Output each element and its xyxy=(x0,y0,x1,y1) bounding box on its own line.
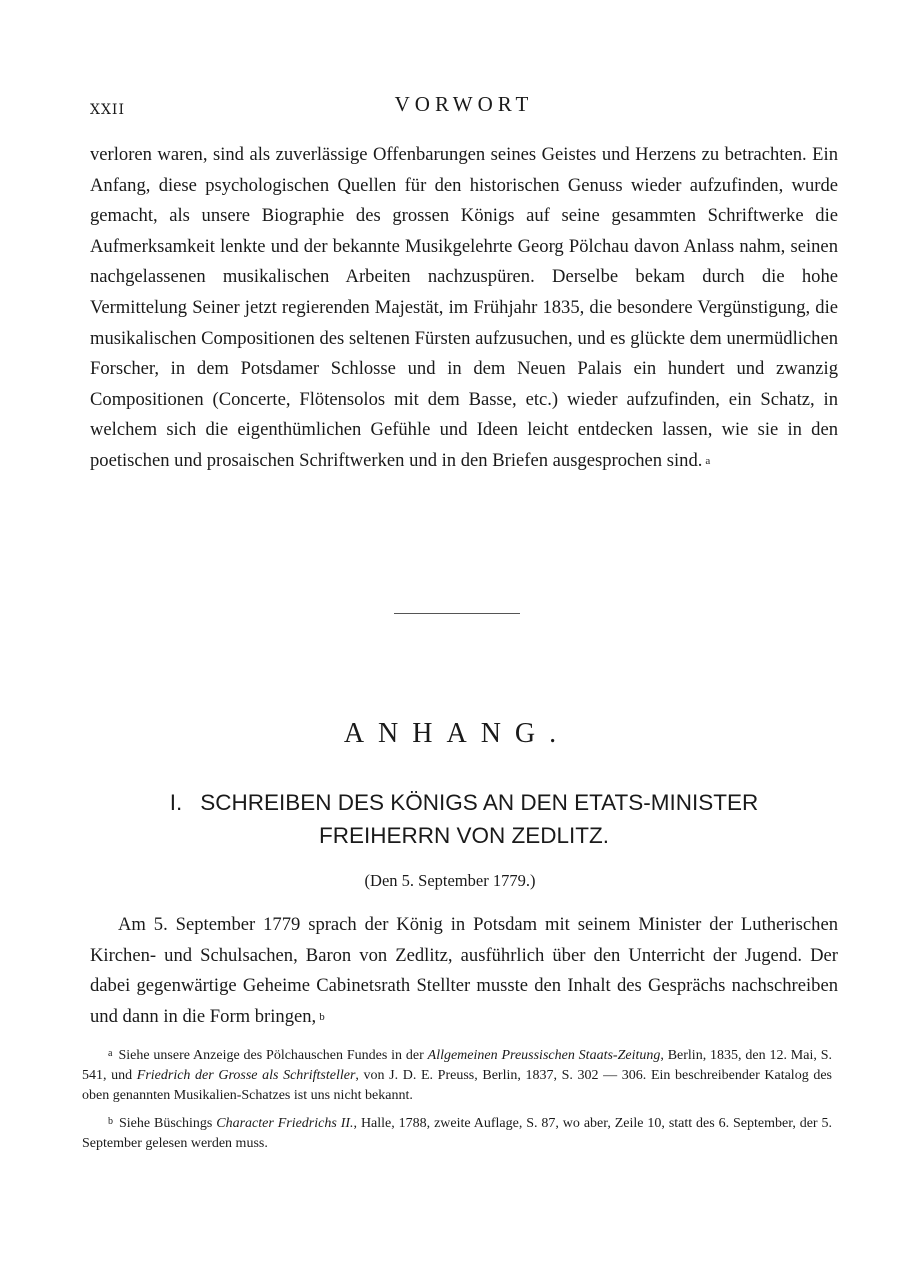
section-title-line2: FREIHERRN VON ZEDLITZ. xyxy=(318,823,610,848)
footnote-b-text-2: , Halle, 1788, zweite Auflage, S. 87, wo aber, Zeile 10, statt des 6. September, der 5. September gelesen werden muss. xyxy=(82,1116,833,1151)
footnote-mark-b: b xyxy=(108,1116,113,1127)
footnote-a-title-1: Allgemeinen Preussischen Staats-Zeitung xyxy=(427,1048,661,1063)
section-heading xyxy=(90,786,838,852)
footnote-a-title-2: Friedrich der Grosse als Schriftsteller xyxy=(136,1068,356,1083)
appendix-paragraph-text: Am 5. September 1779 sprach der König in Potsdam mit seinem Minister der Lutherischen Kirchen- und Schulsachen, Baron von Zedlitz, ausführlich über den Unterricht der Jugend. Der dabei gegenwärtige Geheime Cabinetsrath Stellter musste den Inhalt des Gesprächs nachschreiben und dann in die Form bringen, xyxy=(90,914,838,1027)
appendix-title: ANHANG. xyxy=(343,718,571,749)
section-heading-line1 xyxy=(90,786,838,819)
footnote-b-text-1: Siehe Büschings xyxy=(119,1116,217,1131)
footnote-b-title-1: Character Friedrichs II. xyxy=(216,1116,354,1131)
footnote-reference-b[interactable]: b xyxy=(319,1010,325,1023)
footnote-mark-a: a xyxy=(108,1048,113,1059)
footnote-a-text-3: , von J. D. E. Preuss, Berlin, 1837, S. 302 — 306. Ein beschreibender Katalog des oben genannten Musikalien-Schatzes ist uns nicht bekannt. xyxy=(82,1068,832,1103)
section-number: I. xyxy=(169,790,183,815)
footnote-a xyxy=(82,1044,832,1106)
section-divider xyxy=(394,613,520,614)
letter-date: (Den 5. September 1779.) xyxy=(364,871,536,890)
footnote-a-text-2: , Berlin, 1835, den 12. Mai, S. 541, und xyxy=(82,1048,832,1083)
footnote-a-text-1: Siehe unsere Anzeige des Pölchauschen Fundes in der xyxy=(118,1048,428,1063)
footnotes xyxy=(82,1044,832,1160)
preface-paragraph xyxy=(90,140,838,477)
running-head: VORWORT xyxy=(394,92,534,116)
preface-paragraph-text: verloren waren, sind als zuverlässige Offenbarungen seines Geistes und Herzens zu betrachten. Ein Anfang, diese psychologischen Quellen für den historischen Genuss wieder aufzufinden, wurde gemacht, als unsere Biographie des grossen Königs auf seine gesammten Schriftwerke die Aufmerksamkeit lenkte und der bekannte Musikgelehrte Georg Pölchau davon Anlass nahm, seinen nachgelassenen musikalischen Arbeiten nachzuspüren. Derselbe bekam durch die hohe Vermittelung Seiner jetzt regierenden Majestät, im Frühjahr 1835, die besondere Vergünstigung, die musikalischen Compositionen des seltenen Fürsten aufzusuchen, und es glückte dem unermüdlichen Forscher, in dem Potsdamer Schlosse und in dem Neuen Palais ein hundert und zwanzig Compositionen (Concerte, Flötensolos mit dem Basse, etc.) wieder aufzufinden, ein Schatz, in welchem sich die eigenthümlichen Gefühle und Ideen leicht entdecken lassen, wie sie in den poetischen und prosaischen Schriftwerken und in den Briefen ausgesprochen sind. xyxy=(90,144,838,471)
footnote-b xyxy=(82,1112,832,1154)
footnote-reference-a[interactable]: a xyxy=(705,454,711,467)
appendix-paragraph xyxy=(90,910,838,1032)
page-header xyxy=(90,92,838,122)
section-title-line1: SCHREIBEN DES KÖNIGS AN DEN ETATS-MINISTER xyxy=(200,790,759,815)
page-number: XXII xyxy=(90,102,125,118)
